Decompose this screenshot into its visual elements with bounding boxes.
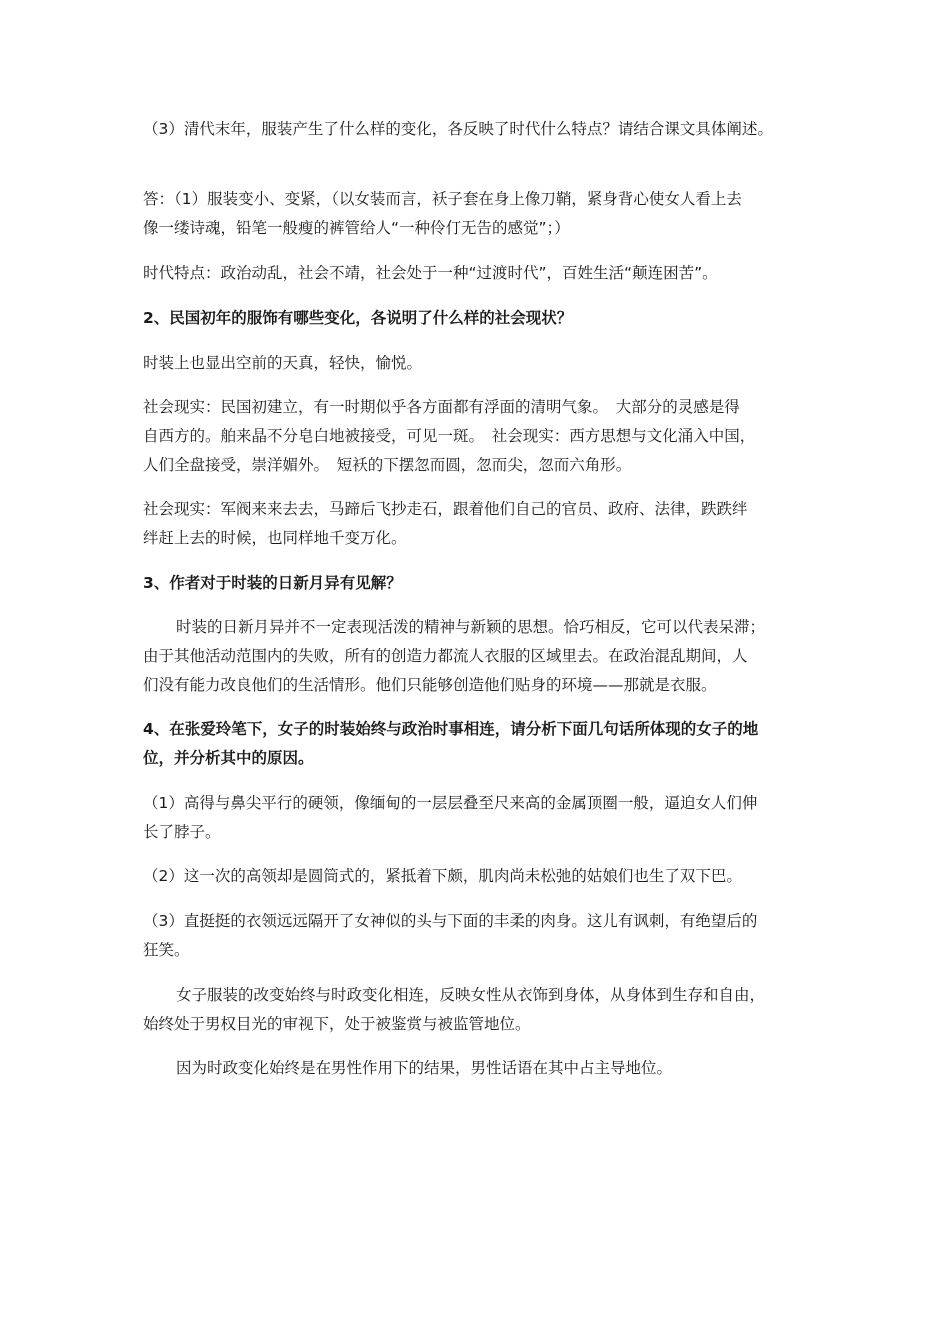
quote-2-line: （2）这一次的高领却是圆筒式的，紧抵着下颇，肌肉尚未松弛的姑娘们也生了双下巴。 bbox=[143, 867, 742, 885]
paragraph-line: 社会现实：军阀来来去去，马蹄后飞抄走石，跟着他们自己的官员、政府、法律，跌跌绊 bbox=[143, 500, 748, 518]
quote-1-line: （1）高得与鼻尖平行的硬领，像缅甸的一层层叠至尺来高的金属顶圈一般，逼迫女人们伸 bbox=[143, 794, 758, 812]
analysis-line: 女子服装的改变始终与时政变化相连，反映女性从衣饰到身体，从身体到生存和自由， bbox=[176, 986, 766, 1004]
era-features-line: 时代特点：政治动乱，社会不靖，社会处于一种“过渡时代”，百姓生活“颠连困苦”。 bbox=[143, 264, 718, 282]
answer-line-2: 像一缕诗魂，铅笔一般瘦的裤管给人“一种伶仃无告的感觉”；） bbox=[143, 219, 570, 237]
heading-2: 2、民国初年的服饰有哪些变化，各说明了什么样的社会现状？ bbox=[143, 309, 573, 327]
quote-3-line: 狂笑。 bbox=[143, 941, 190, 959]
reason-line: 因为时政变化始终是在男性作用下的结果，男性话语在其中占主导地位。 bbox=[176, 1059, 673, 1077]
paragraph-line: 时装上也显出空前的天真，轻快，愉悦。 bbox=[143, 354, 423, 372]
quote-3-line: （3）直挺挺的衣领远远隔开了女神似的头与下面的丰柔的肉身。这儿有讽刺，有绝望后的 bbox=[143, 912, 758, 930]
heading-3: 3、作者对于时装的日新月异有见解？ bbox=[143, 574, 402, 592]
heading-4: 4、在张爱玲笔下，女子的时装始终与政治时事相连，请分析下面几句话所体现的女子的地 bbox=[143, 720, 759, 738]
question-3-text: （3）清代末年，服装产生了什么样的变化，各反映了时代什么特点？请结合课文具体阐述。 bbox=[143, 120, 773, 138]
answer-line-1: 答：（1）服装变小、变紧，（以女装而言，袄子套在身上像刀鞘，紧身背心使女人看上去 bbox=[143, 190, 742, 208]
paragraph-line: 绊赶上去的时候，也同样地千变万化。 bbox=[143, 529, 407, 547]
paragraph-line: 人们全盘接受，崇洋媚外。 短袄的下摆忽而圆，忽而尖，忽而六角形。 bbox=[143, 456, 632, 474]
paragraph-line: 们没有能力改良他们的生活情形。他们只能够创造他们贴身的环境——那就是衣服。 bbox=[143, 676, 717, 694]
paragraph-line: 时装的日新月异并不一定表现活泼的精神与新颖的思想。恰巧相反，它可以代表呆滞； bbox=[176, 618, 766, 636]
analysis-line: 始终处于男权目光的审视下，处于被鉴赏与被监管地位。 bbox=[143, 1015, 531, 1033]
paragraph-line: 社会现实：民国初建立，有一时期似乎各方面都有浮面的清明气象。 大部分的灵感是得 bbox=[143, 398, 740, 416]
paragraph-line: 自西方的。舶来晶不分皂白地被接受，可见一斑。 社会现实：西方思想与文化涌入中国， bbox=[143, 427, 756, 445]
heading-4-continued: 位，并分析其中的原因。 bbox=[143, 749, 314, 767]
quote-1-line: 长了脖子。 bbox=[143, 823, 221, 841]
paragraph-line: 由于其他活动范围内的失败，所有的创造力都流人衣服的区域里去。在政治混乱期间，人 bbox=[143, 647, 748, 665]
